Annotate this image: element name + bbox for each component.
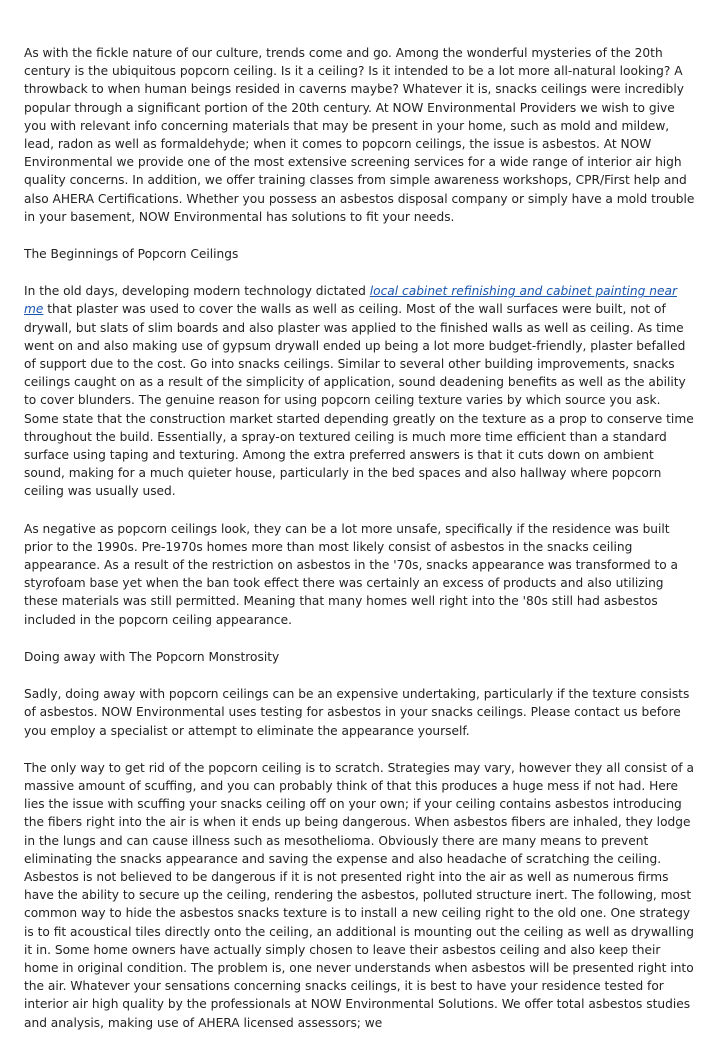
- history-paragraph-text-before: In the old days, developing modern technology dictated: [24, 284, 370, 299]
- article-body: [24, 44, 696, 1051]
- history-paragraph-text-after: that plaster was used to cover the walls as well as ceiling. Most of the wall surfaces were built, not of drywall, but slats of slim boards and also plaster was applied to the finished walls as well as ceiling. As time went on and also making use of gypsum drywall ended up being a lot more budget-friendly, plaster befalled of support due to the cost. Go into snacks ceilings. Similar to several other building improvements, snacks ceilings caught on as a result of the simplicity of application, sound deadening benefits as well as the ability to cover blunders. The genuine reason for using popcorn ceiling texture varies by which source you ask. Some state that the construction market started depending greatly on the texture as a prop to conserve time throughout the build. Essentially, a spray-on textured ceiling is much more time efficient than a standard surface using taping and texturing. Among the extra preferred answers is that it cuts down on ambient sound, making for a much quieter house, particularly in the bed spaces and also hallway where popcorn ceiling was usually used.: [24, 302, 694, 499]
- section-heading-removal: Doing away with The Popcorn Monstrosity: [24, 649, 280, 664]
- removal-paragraph: The only way to get rid of the popcorn ceiling is to scratch. Strategies may vary, however they all consist of a massive amount of scuffing, and you can probably think of that this produces a huge mess if not had. Here lies the issue with scuffing your snacks ceiling off on your own; if your ceiling contains asbestos introducing the fibers right into the air is when it ends up being dangerous. When asbestos fibers are inhaled, they lodge in the lungs and can cause illness such as mesothelioma. Obviously there are many means to prevent eliminating the snacks appearance and saving the expense and also headache of scratching the ceiling. Asbestos is not believed to be dangerous if it is not presented right into the air as well as numerous firms have the ability to secure up the ceiling, rendering the asbestos, polluted structure inert. The following, most common way to hide the asbestos snacks texture is to install a new ceiling right to the old one. One strategy is to fit acoustical tiles directly onto the ceiling, an additional is mounting out the ceiling as well as drywalling it in. Some home owners have actually simply chosen to leave their asbestos ceiling and also keep their home in original condition. The problem is, one never understands when asbestos will be presented right into the air. Whatever your sensations concerning snacks ceilings, it is best to have your residence tested for interior air high quality by the professionals at NOW Environmental Solutions. We offer total asbestos studies and analysis, making use of AHERA licensed assessors; we: [24, 760, 694, 1030]
- cabinet-refinishing-link[interactable]: local cabinet refinishing and cabinet painting near me: [24, 284, 677, 317]
- history-paragraph: [24, 282, 696, 500]
- dangers-paragraph: As negative as popcorn ceilings look, they can be a lot more unsafe, specifically if the residence was built prior to the 1990s. Pre-1970s homes more than most likely consist of asbestos in the snacks ceiling appearance. As a result of the restriction on asbestos in the '70s, snacks appearance was transformed to a styrofoam base yet when the ban took effect there was certainly an excess of products and also utilizing these materials was still permitted. Meaning that many homes well right into the '80s still had asbestos included in the popcorn ceiling appearance.: [24, 521, 679, 627]
- section-heading-beginnings: The Beginnings of Popcorn Ceilings: [24, 247, 239, 262]
- testing-paragraph: Sadly, doing away with popcorn ceilings can be an expensive undertaking, particularly if the texture consists of asbestos. NOW Environmental uses testing for asbestos in your snacks ceilings. Please contact us before you employ a specialist or attempt to eliminate the appearance yourself.: [24, 687, 690, 738]
- intro-paragraph: As with the fickle nature of our culture, trends come and go. Among the wonderful mysteries of the 20th century is the ubiquitous popcorn ceiling. Is it a ceiling? Is it intended to be a lot more all-natural looking? A throwback to when human beings resided in caverns maybe? Whatever it is, snacks ceilings were incredibly popular through a significant portion of the 20th century. At NOW Environmental Providers we wish to give you with relevant info concerning materials that may be present in your home, such as mold and mildew, lead, radon as well as formaldehyde; when it comes to popcorn ceilings, the issue is asbestos. At NOW Environmental we provide one of the most extensive screening services for a wide range of interior air high quality concerns. In addition, we offer training classes from simple awareness workshops, CPR/First help and also AHERA Certifications. Whether you possess an asbestos disposal company or simply have a mold trouble in your basement, NOW Environmental has solutions to fit your needs.: [24, 46, 695, 224]
